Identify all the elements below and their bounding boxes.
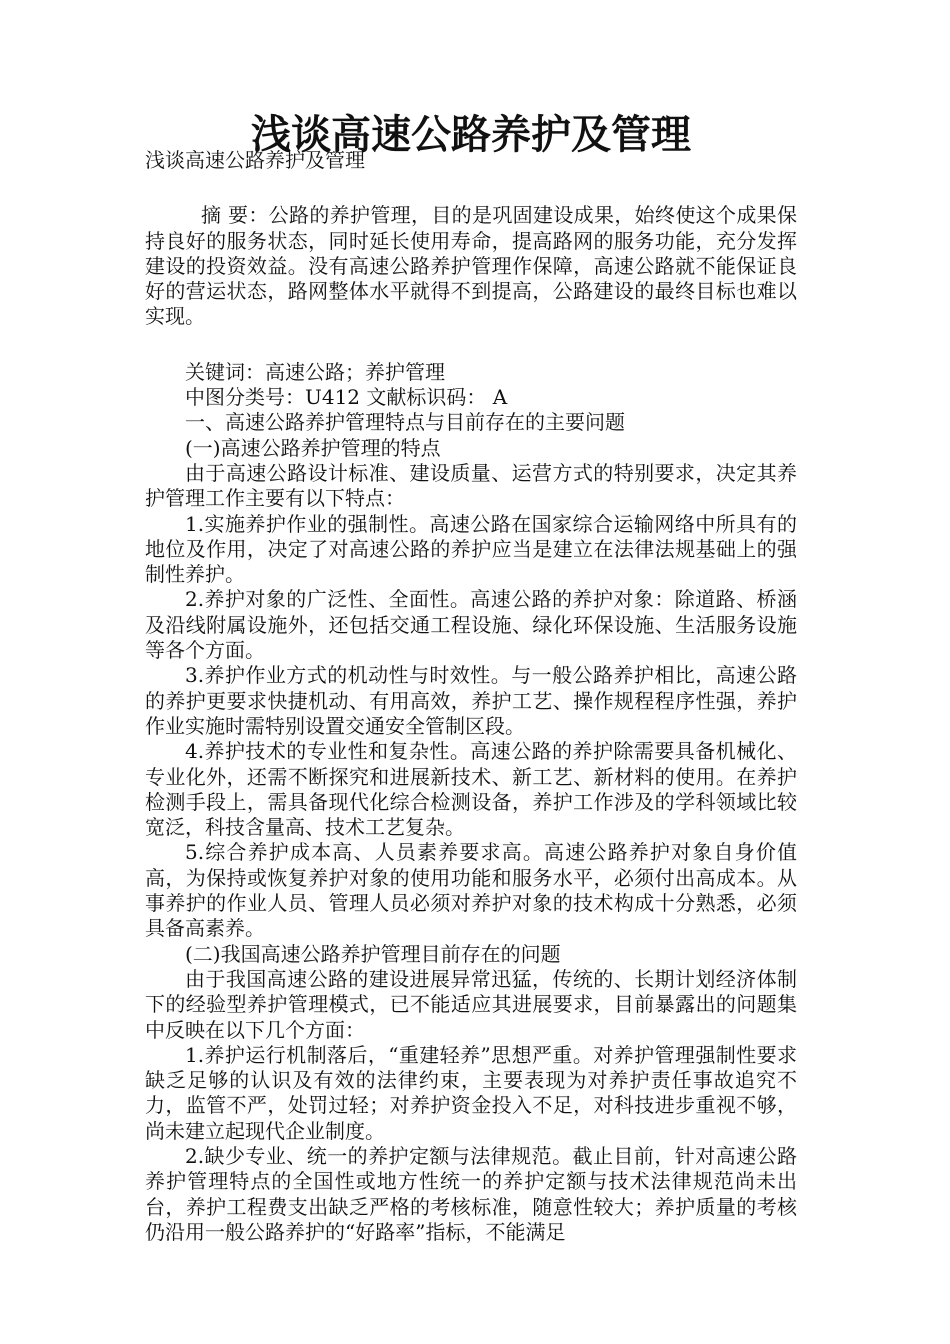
subsection-heading: (二)我国高速公路养护管理目前存在的问题 (185, 941, 561, 966)
subsection-heading: (一)高速公路养护管理的特点 (185, 435, 441, 460)
body-paragraph: 由于高速公路设计标准、建设质量、运营方式的特别要求，决定其养护管理工作主要有以下特点： (145, 460, 797, 511)
body-paragraph: 由于我国高速公路的建设进展异常迅猛，传统的、长期计划经济体制下的经验型养护管理模式，已不能适应其进展要求，目前暴露出的问题集中反映在以下几个方面： (145, 966, 797, 1042)
list-item: 1.养护运行机制落后，“重建轻养”思想严重。对养护管理强制性要求缺乏足够的认识及有效的法律约束，主要表现为对养护责任事故追究不力，监管不严，处罚过轻；对养护资金投入不足，对科技进步重视不够，尚未建立起现代企业制度。 (145, 1042, 797, 1143)
abstract-paragraph: 摘 要：公路的养护管理，目的是巩固建设成果，始终使这个成果保持良好的服务状态，同时延长使用寿命，提高路网的服务功能，充分发挥建设的投资效益。没有高速公路养护管理作保障，高速公路就不能保证良好的营运状态，路网整体水平就得不到提高，公路建设的最终目标也难以实现。 (145, 203, 797, 329)
list-item: 4.养护技术的专业性和复杂性。高速公路的养护除需要具备机械化、专业化外，还需不断探究和进展新技术、新工艺、新材料的使用。在养护检测手段上，需具备现代化综合检测设备，养护工作涉及的学科领域比较宽泛，科技含量高、技术工艺复杂。 (145, 739, 797, 840)
spacer (145, 173, 797, 203)
document-subtitle: 浅谈高速公路养护及管理 (145, 148, 365, 172)
list-item: 5.综合养护成本高、人员素养要求高。高速公路养护对象自身价值高，为保持或恢复养护对象的使用功能和服务水平，必须付出高成本。从事养护的作业人员、管理人员必须对养护对象的技术构成十分熟悉，必须具备高素养。 (145, 840, 797, 941)
list-item: 2.养护对象的广泛性、全面性。高速公路的养护对象：除道路、桥涵及沿线附属设施外，还包括交通工程设施、绿化环保设施、生活服务设施等各个方面。 (145, 587, 797, 663)
keywords-line: 关键词：高速公路；养护管理 (185, 359, 445, 384)
spacer (145, 330, 797, 360)
classification-line: 中图分类号：U412 文献标识码： A (185, 385, 508, 410)
document-page (145, 111, 797, 1245)
list-item: 3.养护作业方式的机动性与时效性。与一般公路养护相比，高速公路的养护更要求快捷机动、有用高效，养护工艺、操作规程程序性强，养护作业实施时需特别设置交通安全管制区段。 (145, 663, 797, 738)
list-item: 1.实施养护作业的强制性。高速公路在国家综合运输网络中所具有的地位及作用，决定了对高速公路的养护应当是建立在法律法规基础上的强制性养护。 (145, 511, 797, 587)
document-title: 浅谈高速公路养护及管理 (251, 111, 691, 158)
section-heading: 一、高速公路养护管理特点与目前存在的主要问题 (185, 410, 625, 435)
list-item: 2.缺少专业、统一的养护定额与法律规范。截止目前，针对高速公路养护管理特点的全国性或地方性统一的养护定额与技术法律规范尚未出台，养护工程费支出缺乏严格的考核标准，随意性较大；养护质量的考核仍沿用一般公路养护的“好路率”指标，不能满足 (145, 1143, 797, 1244)
